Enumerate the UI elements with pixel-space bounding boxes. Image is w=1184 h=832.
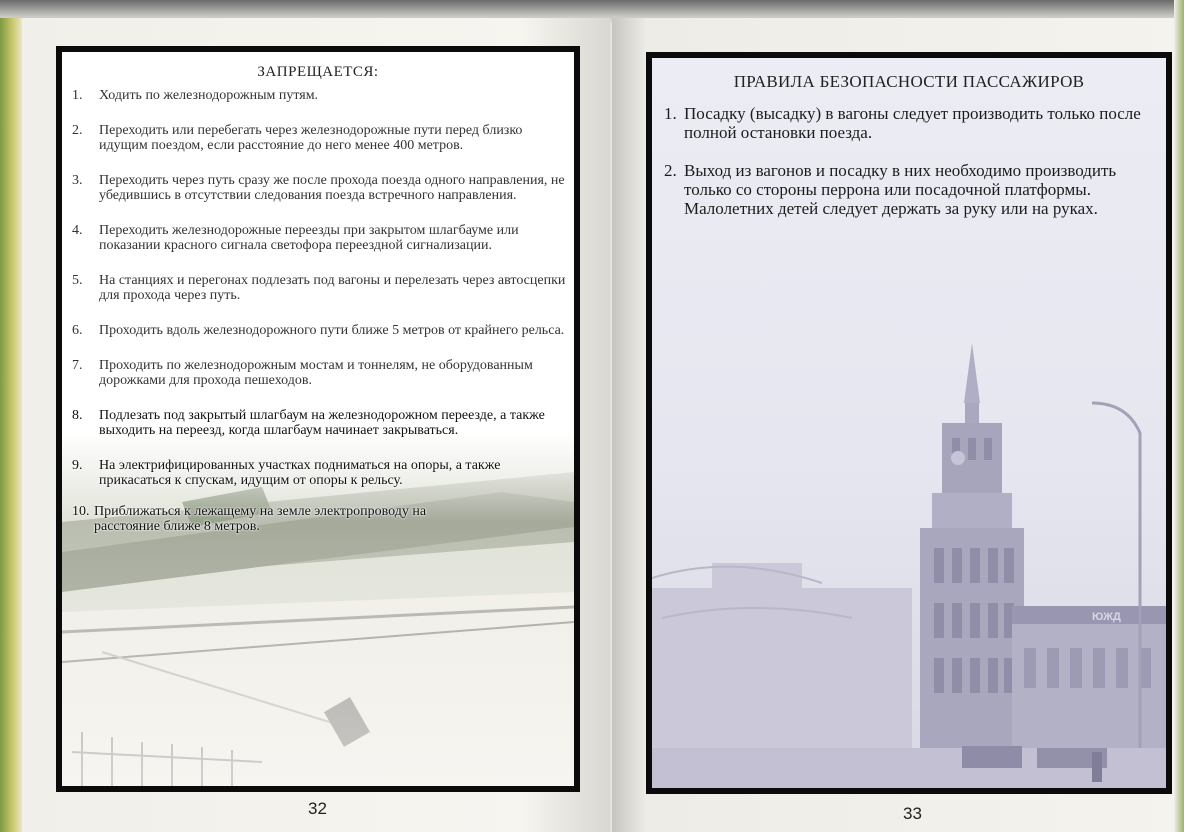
item-text: Переходить железнодорожные переезды при закрытом шлагбауме или показании красного сигнала светофора переездной сигнализации.: [99, 223, 519, 253]
item-text: Проходить по железнодорожным мостам и тоннелям, не оборудованным дорожками для прохода пешеходов.: [99, 358, 533, 388]
item-number: 4.: [72, 223, 83, 238]
list-item: [664, 104, 1160, 142]
item-text: Проходить вдоль железнодорожного пути ближе 5 метров от крайнего рельса.: [99, 323, 565, 338]
item-number: 9.: [72, 458, 83, 473]
item-number: 1.: [664, 104, 677, 123]
list-item: [72, 273, 572, 303]
list-item: [72, 88, 572, 103]
prohibitions-heading: ЗАПРЕЩАЕТСЯ:: [257, 64, 379, 80]
item-text: Выход из вагонов и посадку в них необходимо производить только со стороны перрона или посадочной платформы. Малолетних детей следует держать за руку или на руках.: [684, 161, 1117, 218]
station-sign: ЮЖД: [1092, 611, 1121, 623]
item-text: Переходить или перебегать через железнодорожные пути перед близко идущим поездом, если расстояние до него менее 400 метров.: [99, 123, 523, 153]
cover-edge-left: [0, 18, 22, 832]
item-text: На станциях и перегонах подлезать под вагоны и перелезать через автосцепки для прохода через путь.: [99, 273, 566, 303]
item-number: 7.: [72, 358, 83, 373]
list-item: [72, 504, 572, 534]
list-item: [72, 123, 572, 153]
list-item: [72, 358, 572, 388]
list-item: [664, 161, 1160, 218]
item-text: Ходить по железнодорожным путям.: [99, 88, 319, 103]
cover-edge-right: [1174, 0, 1184, 832]
item-number: 2.: [72, 123, 83, 138]
item-text: Переходить через путь сразу же после прохода поезда одного направления, не убедившись в отсутствии следования поезда встречного направления.: [99, 173, 565, 203]
item-number: 6.: [72, 323, 83, 338]
safety-rules-list: [664, 104, 1160, 237]
prohibitions-frame: [56, 46, 580, 792]
item-number: 2.: [664, 161, 677, 180]
item-number: 10.: [72, 504, 90, 519]
list-item: [72, 408, 572, 438]
list-item: [72, 173, 572, 203]
item-text: На электрифицированных участках подниматься на опоры, а также прикасаться к спускам, идущим от опоры к рельсу.: [99, 458, 501, 488]
item-number: 1.: [72, 88, 83, 103]
list-item: [72, 458, 572, 488]
prohibitions-list: [72, 88, 572, 554]
item-number: 8.: [72, 408, 83, 423]
list-item: [72, 323, 572, 338]
page-number-right: 33: [903, 804, 922, 823]
item-number: 3.: [72, 173, 83, 188]
list-item: [72, 223, 572, 253]
page-number-left: 32: [308, 799, 327, 818]
item-text: Подлезать под закрытый шлагбаум на железнодорожном переезде, а также выходить на переезд, когда шлагбаум начинает закрываться.: [99, 408, 545, 438]
safety-rules-frame: [646, 52, 1172, 794]
item-text: Приближаться к лежащему на земле электропроводу на расстояние ближе 8 метров.: [94, 504, 427, 534]
item-number: 5.: [72, 273, 83, 288]
item-text: Посадку (высадку) в вагоны следует производить только после полной остановки поезда.: [684, 104, 1141, 142]
safety-rules-heading: ПРАВИЛА БЕЗОПАСНОСТИ ПАССАЖИРОВ: [733, 72, 1085, 91]
